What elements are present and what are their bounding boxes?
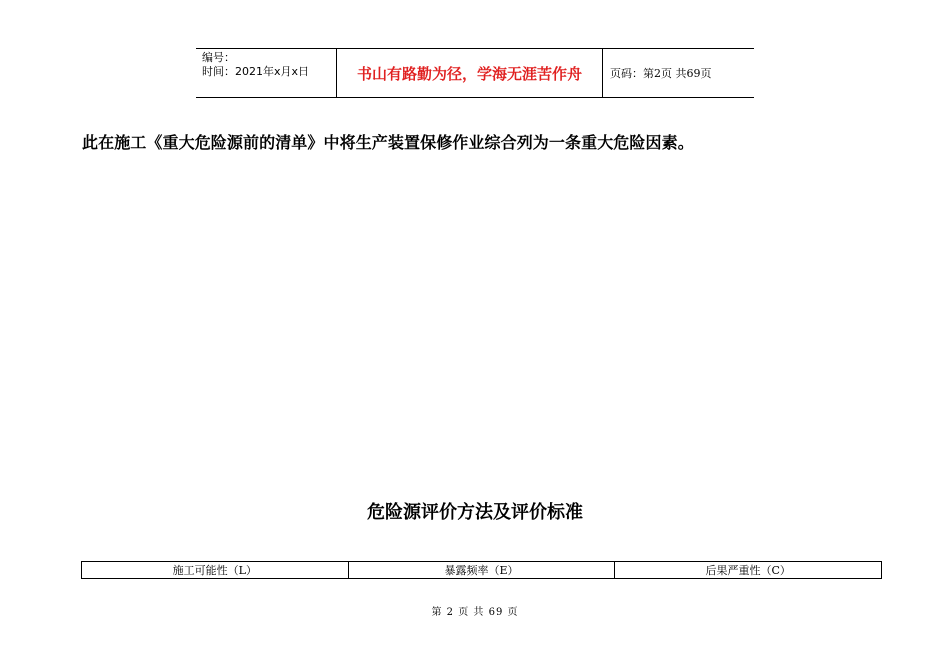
section-title: 危险源评价方法及评价标准 [367,502,583,523]
body-paragraph: 此在施工《重大危险源前的清单》中将生产装置保修作业综合列为一条重大危险因素。 [82,133,694,152]
number-label: 编号： [202,51,235,64]
time-label: 时间：2021年x月x日 [202,65,310,78]
evaluation-table-header [81,561,882,579]
column-header-likelihood: 施工可能性（L） [172,564,257,577]
document-header [196,48,754,98]
column-header-consequence: 后果严重性（C） [614,562,881,578]
header-motto: 书山有路勤为径，学海无涯苦作舟 [337,49,603,97]
header-meta [196,49,337,97]
column-header-exposure: 暴露频率（E） [348,562,615,578]
page-footer: 第 2 页 共 69 页 [431,607,519,618]
header-page-info: 页码：第2页 共69页 [610,67,712,80]
